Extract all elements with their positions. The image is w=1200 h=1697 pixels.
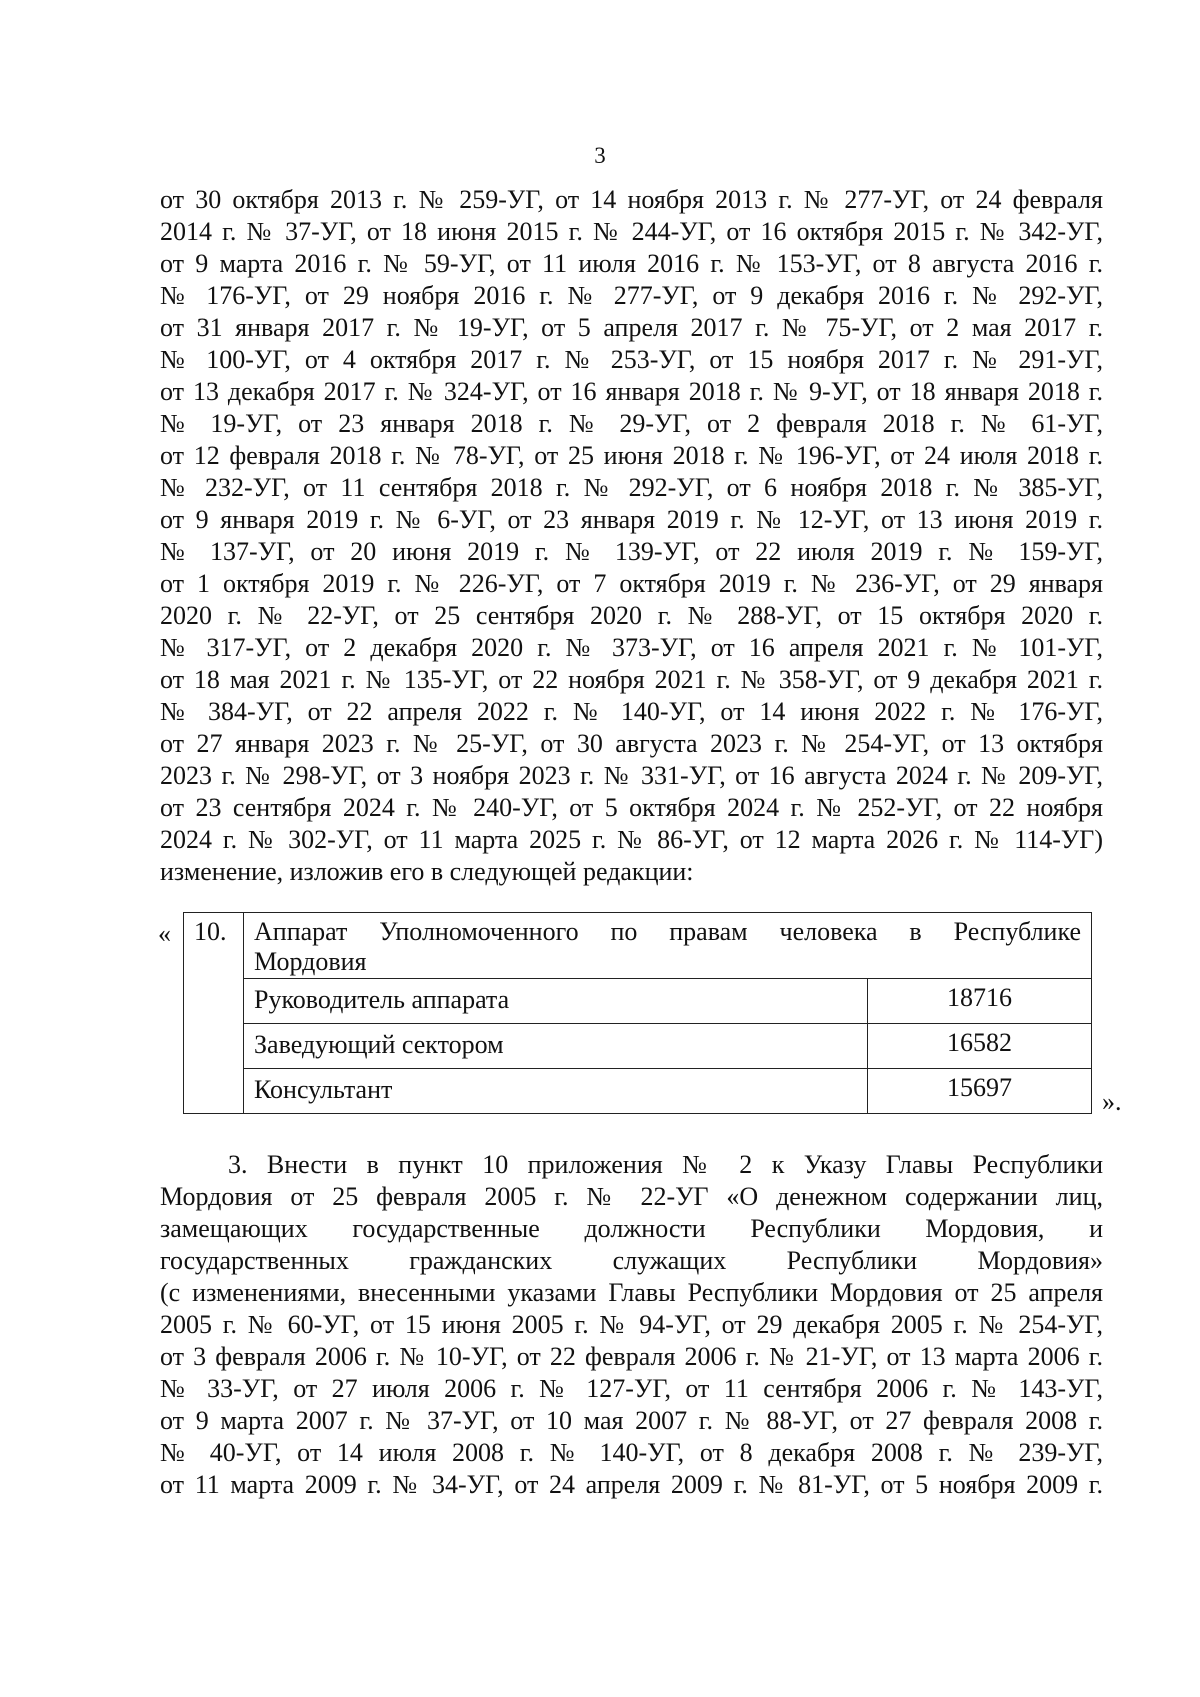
text-line: № 19-УГ, от 23 января 2018 г. № 29-УГ, от 2 февраля 2018 г. № 61-УГ, [160,409,1103,438]
text-line: от 12 февраля 2018 г. № 78-УГ, от 25 июня 2018 г. № 196-УГ, от 24 июля 2018 г. [160,441,1103,470]
text-line: Мордовия от 25 февраля 2005 г. № 22-УГ «О денежном содержании лиц, [160,1182,1103,1211]
text-line: № 100-УГ, от 4 октября 2017 г. № 253-УГ, от 15 ноября 2017 г. № 291-УГ, [160,345,1103,374]
text-line: 2005 г. № 60-УГ, от 15 июня 2005 г. № 94-УГ, от 29 декабря 2005 г. № 254-УГ, [160,1310,1103,1339]
table-heading-line: Мордовия [254,947,367,976]
page-number: 3 [594,143,606,168]
text-line: № 176-УГ, от 29 ноября 2016 г. № 277-УГ, от 9 декабря 2016 г. № 292-УГ, [160,281,1103,310]
text-line: замещающих государственные должности Республики Мордовия, и [160,1214,1103,1243]
text-line: от 31 января 2017 г. № 19-УГ, от 5 апреля 2017 г. № 75-УГ, от 2 мая 2017 г. [160,313,1103,342]
text-line: № 137-УГ, от 20 июня 2019 г. № 139-УГ, от 22 июля 2019 г. № 159-УГ, [160,537,1103,566]
quote-open: « [158,919,171,948]
position-cell: Консультант [244,1069,868,1113]
text-line: от 11 марта 2009 г. № 34-УГ, от 24 апреля 2009 г. № 81-УГ, от 5 ноября 2009 г. [160,1470,1103,1499]
text-line: 2014 г. № 37-УГ, от 18 июня 2015 г. № 244-УГ, от 16 октября 2015 г. № 342-УГ, [160,217,1103,246]
text-line: от 18 мая 2021 г. № 135-УГ, от 22 ноября 2021 г. № 358-УГ, от 9 декабря 2021 г. [160,665,1103,694]
table-heading [244,913,1091,979]
text-line: № 384-УГ, от 22 апреля 2022 г. № 140-УГ, от 14 июня 2022 г. № 176-УГ, [160,697,1103,726]
text-line: 3. Внести в пункт 10 приложения № 2 к Указу Главы Республики [228,1150,1103,1179]
text-line: № 40-УГ, от 14 июля 2008 г. № 140-УГ, от 8 декабря 2008 г. № 239-УГ, [160,1438,1103,1467]
text-line: государственных гражданских служащих Республики Мордовия» [160,1246,1103,1275]
table-item-number: 10. [184,913,244,1113]
text-line: от 9 марта 2007 г. № 37-УГ, от 10 мая 2007 г. № 88-УГ, от 27 февраля 2008 г. [160,1406,1103,1435]
position-cell: Руководитель аппарата [244,979,868,1023]
table-heading-line: Аппарат Уполномоченного по правам человека в Республике [254,917,1081,946]
text-line: изменение, изложив его в следующей редакции: [160,857,694,886]
table-row [244,1024,1091,1069]
text-line: от 27 января 2023 г. № 25-УГ, от 30 августа 2023 г. № 254-УГ, от 13 октября [160,729,1103,758]
text-line: (с изменениями, внесенными указами Главы Республики Мордовия от 25 апреля [160,1278,1103,1307]
paragraph-amendment-list [160,184,1103,888]
salary-table [183,912,1092,1114]
text-line: от 3 февраля 2006 г. № 10-УГ, от 22 февраля 2006 г. № 21-УГ, от 13 марта 2006 г. [160,1342,1103,1371]
text-line: № 232-УГ, от 11 сентября 2018 г. № 292-УГ, от 6 ноября 2018 г. № 385-УГ, [160,473,1103,502]
text-line: от 23 сентября 2024 г. № 240-УГ, от 5 октября 2024 г. № 252-УГ, от 22 ноября [160,793,1103,822]
amount-cell: 16582 [947,1028,1012,1057]
amount-cell: 18716 [947,983,1012,1012]
text-line: 2020 г. № 22-УГ, от 25 сентября 2020 г. № 288-УГ, от 15 октября 2020 г. [160,601,1103,630]
text-line: 2024 г. № 302-УГ, от 11 марта 2025 г. № 86-УГ, от 12 марта 2026 г. № 114-УГ) [160,825,1103,854]
position-cell: Заведующий сектором [244,1024,868,1068]
quote-close: ». [1102,1087,1122,1116]
text-line: от 30 октября 2013 г. № 259-УГ, от 14 ноября 2013 г. № 277-УГ, от 24 февраля [160,185,1103,214]
text-line: от 1 октября 2019 г. № 226-УГ, от 7 октября 2019 г. № 236-УГ, от 29 января [160,569,1103,598]
text-line: от 9 марта 2016 г. № 59-УГ, от 11 июля 2016 г. № 153-УГ, от 8 августа 2016 г. [160,249,1103,278]
text-line: от 13 декабря 2017 г. № 324-УГ, от 16 января 2018 г. № 9-УГ, от 18 января 2018 г. [160,377,1103,406]
paragraph-item-3 [160,1149,1103,1501]
table-row [244,979,1091,1024]
text-line: от 9 января 2019 г. № 6-УГ, от 23 января 2019 г. № 12-УГ, от 13 июня 2019 г. [160,505,1103,534]
text-line: 2023 г. № 298-УГ, от 3 ноября 2023 г. № 331-УГ, от 16 августа 2024 г. № 209-УГ, [160,761,1103,790]
text-line: № 317-УГ, от 2 декабря 2020 г. № 373-УГ, от 16 апреля 2021 г. № 101-УГ, [160,633,1103,662]
text-line: № 33-УГ, от 27 июля 2006 г. № 127-УГ, от 11 сентября 2006 г. № 143-УГ, [160,1374,1103,1403]
amount-cell: 15697 [947,1073,1012,1102]
table-row [244,1069,1091,1113]
